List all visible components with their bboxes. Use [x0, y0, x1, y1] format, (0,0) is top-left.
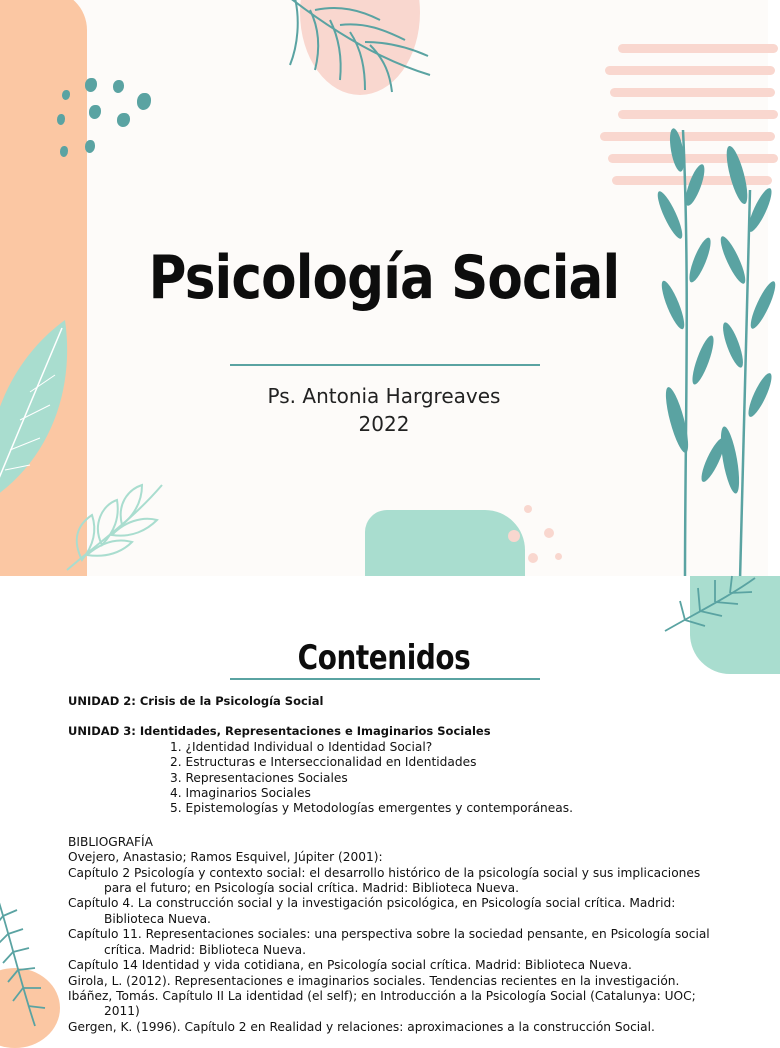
bibliography-entry: Gergen, K. (1996). Capítulo 2 en Realidad y relaciones: aproximaciones a la construcción Social.	[68, 1019, 655, 1034]
right-plant-icon	[655, 130, 768, 580]
bibliography-entry: Capítulo 11. Representaciones sociales: una perspectiva sobre la sociedad pensante, en Psicología social crítica. Madrid: Biblioteca Nueva.	[68, 927, 710, 957]
contents-slide	[0, 576, 768, 1034]
title-divider	[230, 364, 540, 366]
unit-3-item: 2. Estructuras e Interseccionalidad en Identidades	[170, 755, 477, 770]
bibliography-entry: Capítulo 2 Psicología y contexto social: el desarrollo histórico de la psicología social y sus implicaciones para el futuro; en Psicología social crítica. Madrid: Biblioteca Nueva.	[68, 865, 701, 896]
unit-3-item: 5. Epistemologías y Metodologías emergentes y contemporáneas.	[170, 801, 573, 816]
bottom-left-fern-icon	[0, 896, 55, 1026]
bibliography-entry: Girola, L. (2012). Representaciones e imaginarios sociales. Tendencias recientes en la investigación.	[68, 973, 680, 988]
bibliography-heading: BIBLIOGRAFÍA	[68, 834, 153, 849]
right-fern-icon	[660, 576, 760, 636]
bibliography-entry: Capítulo 14 Identidad y vida cotidiana, en Psicología social crítica. Madrid: Biblioteca Nueva.	[68, 958, 632, 973]
cover-author: Ps. Antonia Hargreaves	[267, 384, 501, 408]
unit-2-heading: UNIDAD 2: Crisis de la Psicología Social	[68, 694, 324, 708]
bottom-left-leaf-outline-icon	[62, 480, 172, 580]
cover-year: 2022	[358, 412, 410, 436]
unit-3-item: 4. Imaginarios Sociales	[170, 786, 311, 801]
unit-3-item: 3. Representaciones Sociales	[170, 770, 348, 785]
unit-3-item: 1. ¿Identidad Individual o Identidad Social?	[170, 739, 433, 754]
contents-title: Contenidos	[297, 638, 471, 678]
unit-3-heading: UNIDAD 3: Identidades, Representaciones e Imaginarios Sociales	[68, 724, 491, 739]
mint-shape-decoration	[365, 510, 525, 580]
bibliography-entry: Capítulo 4. La construcción social y la investigación psicológica, en Psicología social crítica. Madrid: Biblioteca Nueva.	[68, 896, 676, 926]
bibliography-entry: Ovejero, Anastasio; Ramos Esquivel, Júpiter (2001):	[68, 850, 383, 865]
bibliography-entry: Ibáñez, Tomás. Capítulo II La identidad (el self); en Introducción a la Psicología Social (Catalunya: UOC; 2011)	[68, 988, 696, 1019]
contents-divider	[230, 678, 540, 680]
top-leaf-branch-icon	[270, 0, 440, 110]
contents-body	[68, 694, 718, 1035]
cover-title: Psicología Social	[148, 243, 620, 313]
